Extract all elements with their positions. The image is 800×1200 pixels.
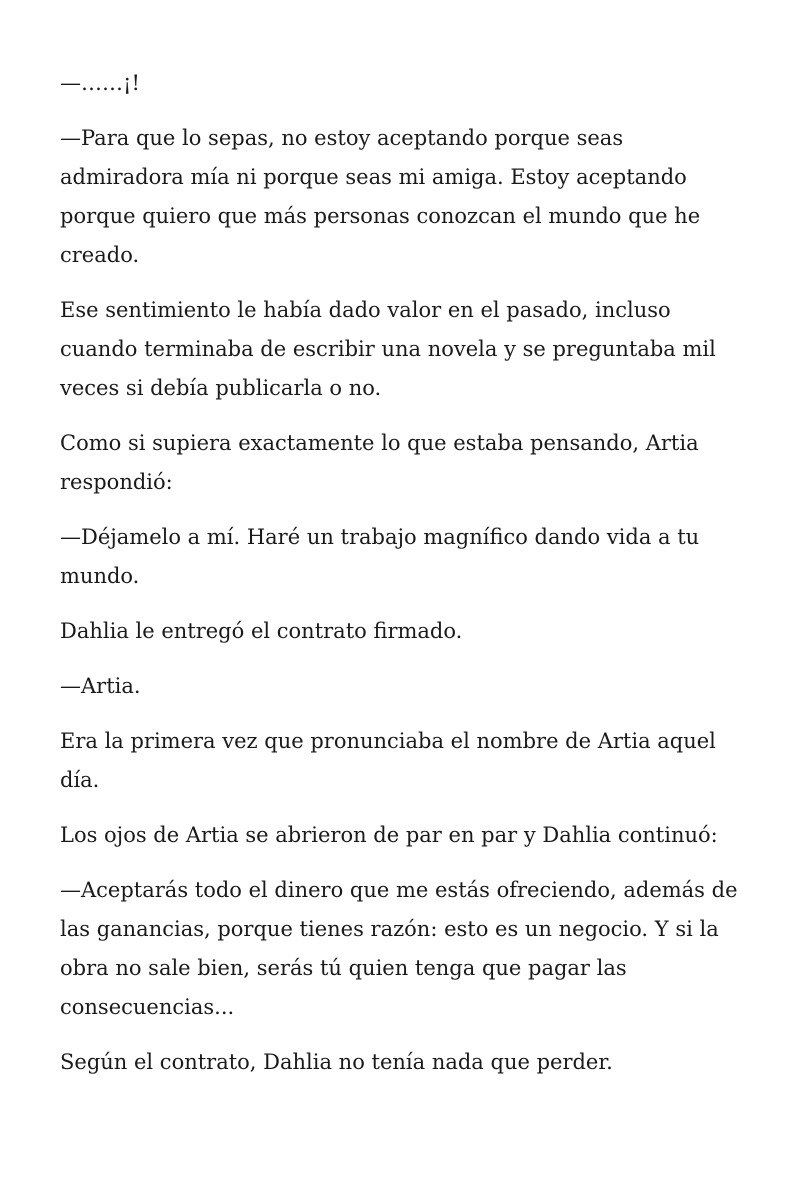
- paragraph-dialogue-reason: —Para que lo sepas, no estoy aceptando porque seas admiradora mía ni porque seas mi amiga. Estoy aceptando porque quiero que más personas conozcan el mundo que he creado.: [60, 126, 701, 267]
- paragraph-contract-handed: Dahlia le entregó el contrato firmado.: [60, 619, 463, 643]
- paragraph-dialogue-money: —Aceptarás todo el dinero que me estás ofreciendo, además de las ganancias, porque tienes razón: esto es un negocio. Y si la obra no sale bien, serás tú quien tenga que pagar las consecuencias...: [60, 878, 738, 1019]
- paragraph-dialogue-artia: —Artia.: [60, 674, 141, 698]
- paragraph-feeling: Ese sentimiento le había dado valor en el pasado, incluso cuando terminaba de escribir una novela y se preguntaba mil veces si debía publicarla o no.: [60, 298, 716, 400]
- paragraph-dialogue-leave-it: —Déjamelo a mí. Haré un trabajo magnífico dando vida a tu mundo.: [60, 525, 700, 588]
- paragraph-exclamation: —……¡!: [60, 71, 140, 95]
- paragraph-artia-responds: Como si supiera exactamente lo que estaba pensando, Artia respondió:: [60, 431, 699, 494]
- document-page: [60, 64, 750, 1098]
- paragraph-first-time-name: Era la primera vez que pronunciaba el nombre de Artia aquel día.: [60, 729, 716, 792]
- paragraph-nothing-to-lose: Según el contrato, Dahlia no tenía nada que perder.: [60, 1050, 613, 1074]
- paragraph-eyes-opened: Los ojos de Artia se abrieron de par en par y Dahlia continuó:: [60, 823, 718, 847]
